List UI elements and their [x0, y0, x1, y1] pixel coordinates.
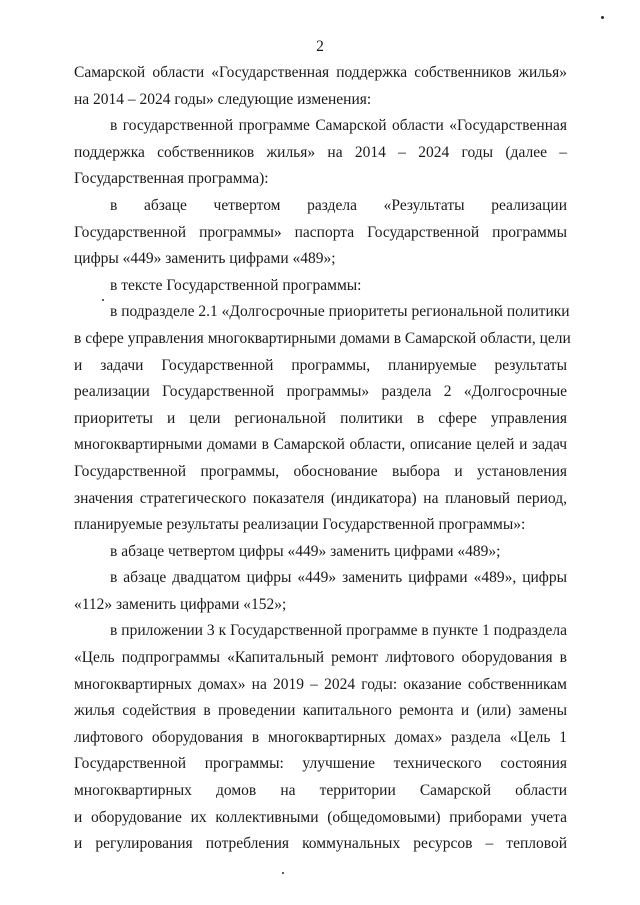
text-line: в подразделе 2.1 «Долгосрочные приоритеты региональной политики — [110, 303, 570, 321]
scan-speck — [282, 872, 284, 874]
text-line: лифтового оборудования в многоквартирных домах» раздела «Цель 1 — [74, 728, 567, 746]
text-line: Государственной программы, обоснование выбора и установления — [74, 462, 567, 480]
text-line: Государственной программы: улучшение технического состояния — [74, 755, 567, 773]
document-body — [74, 60, 571, 858]
text-line: Государственной программы» паспорта Государственной программы — [74, 223, 567, 241]
text-line: цифры «449» заменить цифрами «489»; — [74, 250, 336, 268]
text-line: планируемые результаты реализации Государственной программы»: — [74, 516, 526, 534]
text-line: многоквартирных домов на территории Самарской области — [74, 782, 567, 800]
text-line: «112» заменить цифрами «152»; — [74, 595, 287, 613]
text-line: значения стратегического показателя (индикатора) на плановый период, — [74, 489, 567, 507]
text-line: и задачи Государственной программы, планируемые результаты — [74, 356, 567, 374]
text-line: в абзаце двадцатом цифры «449» заменить цифрами «489», цифры — [110, 569, 567, 587]
text-line: Самарской области «Государственная поддержка собственников жилья» — [74, 64, 567, 81]
text-line: в государственной программе Самарской области «Государственная — [110, 117, 567, 135]
text-line: многоквартирными домами в Самарской области, описание целей и задач — [74, 436, 567, 454]
page-number: 2 — [316, 38, 324, 55]
text-line: и регулирования потребления коммунальных ресурсов – тепловой — [74, 835, 567, 853]
text-line: поддержка собственников жилья» на 2014 – 2024 годы (далее – — [74, 143, 567, 161]
text-line: Государственная программа): — [74, 170, 269, 188]
text-line: в абзаце четвертом раздела «Результаты реализации — [110, 196, 567, 214]
text-line: в тексте Государственной программы: — [110, 276, 362, 294]
text-line: в сфере управления многоквартирными домами в Самарской области, цели — [74, 329, 571, 347]
text-line: многоквартирных домах» на 2019 – 2024 годы: оказание собственникам — [74, 675, 567, 693]
text-line: в абзаце четвертом цифры «449» заменить цифрами «489»; — [110, 542, 501, 560]
text-line: и оборудование их коллективными (общедомовыми) приборами учета — [74, 808, 567, 826]
text-line: реализации Государственной программы» раздела 2 «Долгосрочные — [74, 383, 567, 401]
scan-speck — [601, 16, 604, 19]
text-line: «Цель подпрограммы «Капитальный ремонт лифтового оборудования в — [74, 649, 567, 667]
scan-speck — [102, 299, 104, 301]
text-line: приоритеты и цели региональной политики в сфере управления — [74, 409, 567, 427]
text-line: на 2014 – 2024 годы» следующие изменения: — [74, 90, 372, 108]
text-line: в приложении 3 к Государственной программе в пункте 1 подраздела — [110, 622, 567, 640]
text-line: жилья содействия в проведении капитального ремонта и (или) замены — [74, 702, 567, 720]
